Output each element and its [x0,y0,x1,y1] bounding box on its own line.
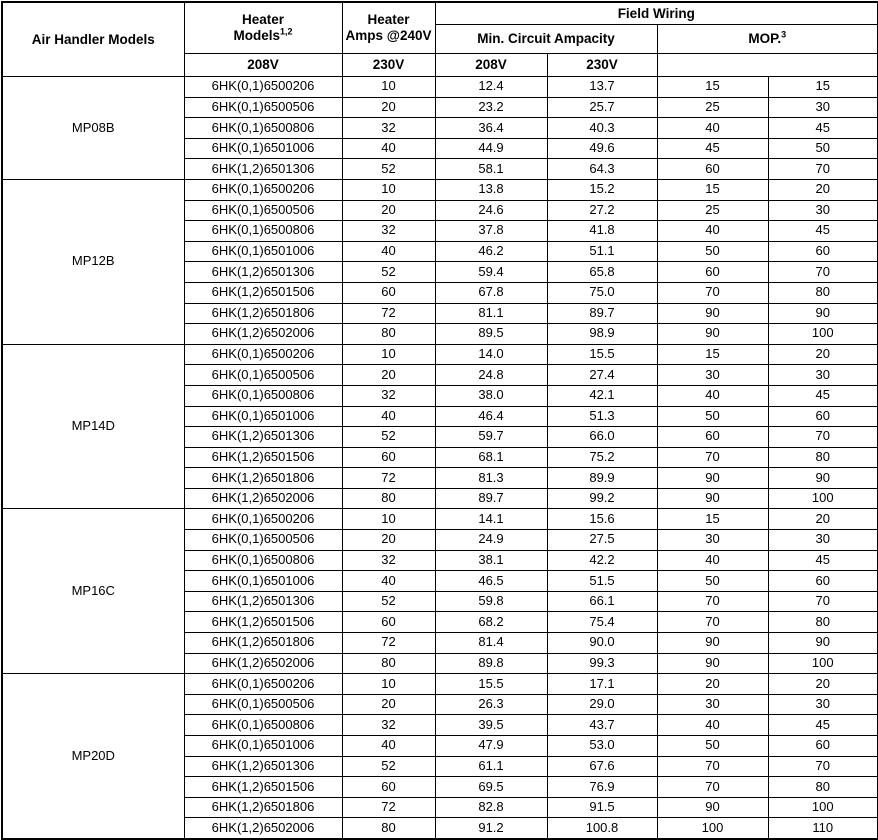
mca-230v-cell: 15.5 [547,344,657,365]
mca-208v-cell: 38.1 [435,550,547,571]
column-header-mca-230v: 230V [342,54,435,77]
mop-230v-cell: 20 [768,674,878,695]
mop-230v-cell: 100 [768,653,878,674]
mop-208v-cell: 45 [657,138,768,159]
mca-208v-cell: 24.8 [435,365,547,386]
mca-230v-cell: 15.2 [547,179,657,200]
mca-230v-cell: 27.5 [547,530,657,551]
mop-208v-cell: 25 [657,97,768,118]
heater-model-cell: 6HK(0,1)6500806 [184,715,342,736]
mop-208v-cell: 50 [657,571,768,592]
mca-230v-cell: 51.5 [547,571,657,592]
mca-230v-cell: 27.2 [547,200,657,221]
mop-230v-cell: 45 [768,118,878,139]
heater-model-cell: 6HK(0,1)6500806 [184,385,342,406]
mca-208v-cell: 82.8 [435,797,547,818]
heater-amps-cell: 32 [342,550,435,571]
mca-230v-cell: 27.4 [547,365,657,386]
mop-230v-cell: 20 [768,179,878,200]
mca-230v-cell: 99.3 [547,653,657,674]
mop-208v-cell: 40 [657,550,768,571]
column-header-mca-208v: 208V [184,54,342,77]
mca-208v-cell: 67.8 [435,282,547,303]
mop-208v-cell: 15 [657,509,768,530]
heater-model-cell: 6HK(0,1)6500206 [184,344,342,365]
heater-model-cell: 6HK(1,2)6501806 [184,797,342,818]
mop-230v-cell: 30 [768,200,878,221]
heater-amps-cell: 10 [342,509,435,530]
heater-model-cell: 6HK(0,1)6500806 [184,118,342,139]
mop-208v-cell: 15 [657,344,768,365]
heater-model-cell: 6HK(0,1)6501006 [184,406,342,427]
heater-model-cell: 6HK(0,1)6501006 [184,571,342,592]
air-handler-model-cell: MP12B [2,179,184,344]
heater-model-cell: 6HK(0,1)6500506 [184,530,342,551]
mca-230v-cell: 75.0 [547,282,657,303]
heater-amps-line1: Heater [367,12,410,28]
mop-208v-cell: 90 [657,653,768,674]
mca-230v-cell: 75.2 [547,447,657,468]
heater-amps-cell: 52 [342,427,435,448]
heater-amps-line2: Amps @240V [345,28,432,43]
mca-230v-cell: 99.2 [547,488,657,509]
heater-amps-cell: 40 [342,406,435,427]
heater-amps-cell: 72 [342,303,435,324]
heater-model-cell: 6HK(1,2)6501806 [184,633,342,654]
mca-230v-cell: 42.2 [547,550,657,571]
mop-208v-cell: 40 [657,385,768,406]
heater-model-cell: 6HK(0,1)6500206 [184,179,342,200]
heater-amps-cell: 40 [342,138,435,159]
mop-230v-cell: 20 [768,344,878,365]
mca-208v-cell: 38.0 [435,385,547,406]
mca-230v-cell: 13.7 [547,77,657,98]
mop-208v-cell: 70 [657,591,768,612]
mop-208v-cell: 15 [657,179,768,200]
mop-208v-cell: 90 [657,797,768,818]
mca-208v-cell: 68.1 [435,447,547,468]
heater-model-cell: 6HK(0,1)6501006 [184,736,342,757]
mop-208v-cell: 100 [657,818,768,839]
heater-model-cell: 6HK(0,1)6501006 [184,138,342,159]
mop-208v-cell: 60 [657,159,768,180]
heater-amps-cell: 40 [342,736,435,757]
mca-230v-cell: 49.6 [547,138,657,159]
heater-models-footnote-ref: 1,2 [280,26,293,37]
mop-230v-cell: 80 [768,282,878,303]
heater-amps-cell: 32 [342,715,435,736]
mop-208v-cell: 70 [657,756,768,777]
heater-amps-cell: 20 [342,530,435,551]
mca-208v-cell: 91.2 [435,818,547,839]
mop-208v-cell: 15 [657,77,768,98]
mop-208v-cell: 30 [657,530,768,551]
mca-230v-cell: 90.0 [547,633,657,654]
air-handler-model-cell: MP16C [2,509,184,674]
header-row-1 [2,2,878,25]
heater-amps-cell: 10 [342,344,435,365]
mop-230v-cell: 90 [768,468,878,489]
mop-208v-cell: 40 [657,715,768,736]
heater-amps-cell: 40 [342,241,435,262]
table-row [2,77,878,98]
column-header-mop-230v: 230V [547,54,657,77]
mca-230v-cell: 64.3 [547,159,657,180]
mca-208v-cell: 12.4 [435,77,547,98]
heater-amps-cell: 20 [342,200,435,221]
heater-model-cell: 6HK(0,1)6501006 [184,241,342,262]
column-header-heater-models [184,2,342,54]
heater-model-cell: 6HK(1,2)6501506 [184,447,342,468]
air-handler-model-cell: MP14D [2,344,184,509]
mca-208v-cell: 46.2 [435,241,547,262]
heater-model-cell: 6HK(0,1)6500206 [184,77,342,98]
column-header-min-circuit-ampacity: Min. Circuit Ampacity [435,25,657,54]
table-row [2,179,878,200]
mca-230v-cell: 89.7 [547,303,657,324]
mop-230v-cell: 70 [768,756,878,777]
mca-230v-cell: 40.3 [547,118,657,139]
column-header-mop-208v: 208V [435,54,547,77]
heater-model-cell: 6HK(1,2)6501306 [184,159,342,180]
mop-230v-cell: 90 [768,633,878,654]
mop-230v-cell: 45 [768,385,878,406]
mop-230v-cell: 30 [768,365,878,386]
heater-model-cell: 6HK(0,1)6500206 [184,509,342,530]
heater-model-cell: 6HK(1,2)6502006 [184,653,342,674]
column-header-heater-amps [342,2,435,54]
heater-specification-table [1,1,878,840]
mop-230v-cell: 15 [768,77,878,98]
column-header-mop [657,25,878,54]
heater-models-line1: Heater [241,12,285,28]
mop-230v-cell: 70 [768,427,878,448]
mca-208v-cell: 23.2 [435,97,547,118]
mca-230v-cell: 75.4 [547,612,657,633]
mop-208v-cell: 25 [657,200,768,221]
heater-model-cell: 6HK(0,1)6500206 [184,674,342,695]
heater-model-cell: 6HK(1,2)6502006 [184,818,342,839]
heater-amps-cell: 80 [342,653,435,674]
mca-230v-cell: 66.1 [547,591,657,612]
mca-208v-cell: 89.7 [435,488,547,509]
mop-230v-cell: 50 [768,138,878,159]
mop-208v-cell: 20 [657,674,768,695]
heater-model-cell: 6HK(1,2)6502006 [184,488,342,509]
mca-208v-cell: 46.4 [435,406,547,427]
air-handler-model-cell: MP08B [2,77,184,180]
mop-label: MOP. [748,31,782,47]
heater-model-cell: 6HK(0,1)6500506 [184,694,342,715]
mop-230v-cell: 100 [768,488,878,509]
mca-208v-cell: 36.4 [435,118,547,139]
heater-amps-cell: 80 [342,818,435,839]
mop-230v-cell: 45 [768,715,878,736]
heater-model-cell: 6HK(1,2)6501806 [184,303,342,324]
mca-208v-cell: 89.5 [435,324,547,345]
mop-230v-cell: 80 [768,447,878,468]
mca-230v-cell: 25.7 [547,97,657,118]
heater-amps-cell: 20 [342,365,435,386]
mca-208v-cell: 44.9 [435,138,547,159]
mop-230v-cell: 30 [768,694,878,715]
mca-208v-cell: 59.8 [435,591,547,612]
heater-model-cell: 6HK(0,1)6500806 [184,221,342,242]
heater-amps-cell: 72 [342,797,435,818]
mca-208v-cell: 81.3 [435,468,547,489]
heater-amps-cell: 10 [342,179,435,200]
heater-model-cell: 6HK(0,1)6500506 [184,200,342,221]
mca-230v-cell: 41.8 [547,221,657,242]
mca-208v-cell: 58.1 [435,159,547,180]
mca-230v-cell: 76.9 [547,777,657,798]
mop-208v-cell: 70 [657,447,768,468]
mca-208v-cell: 89.8 [435,653,547,674]
air-handler-model-cell: MP20D [2,674,184,839]
mop-208v-cell: 30 [657,365,768,386]
mop-208v-cell: 90 [657,488,768,509]
heater-amps-cell: 20 [342,97,435,118]
mop-footnote-ref: 3 [781,29,787,40]
heater-model-cell: 6HK(0,1)6500506 [184,365,342,386]
mca-208v-cell: 46.5 [435,571,547,592]
mop-230v-cell: 70 [768,262,878,283]
mca-230v-cell: 67.6 [547,756,657,777]
heater-amps-cell: 10 [342,77,435,98]
heater-model-cell: 6HK(0,1)6500806 [184,550,342,571]
heater-model-cell: 6HK(1,2)6501306 [184,756,342,777]
heater-amps-cell: 60 [342,777,435,798]
heater-amps-cell: 20 [342,694,435,715]
table-row [2,674,878,695]
mop-208v-cell: 90 [657,324,768,345]
mca-208v-cell: 14.0 [435,344,547,365]
mop-208v-cell: 50 [657,736,768,757]
table-body [2,77,878,839]
heater-model-cell: 6HK(1,2)6501506 [184,282,342,303]
mca-208v-cell: 69.5 [435,777,547,798]
heater-amps-cell: 10 [342,674,435,695]
mop-230v-cell: 60 [768,241,878,262]
heater-model-cell: 6HK(1,2)6501306 [184,427,342,448]
mop-230v-cell: 45 [768,221,878,242]
mop-208v-cell: 30 [657,694,768,715]
mop-230v-cell: 60 [768,736,878,757]
mca-230v-cell: 89.9 [547,468,657,489]
heater-amps-cell: 52 [342,262,435,283]
mop-230v-cell: 110 [768,818,878,839]
mop-208v-cell: 60 [657,262,768,283]
mop-230v-cell: 20 [768,509,878,530]
heater-amps-cell: 80 [342,488,435,509]
heater-model-cell: 6HK(1,2)6501306 [184,591,342,612]
heater-amps-cell: 72 [342,468,435,489]
mca-208v-cell: 15.5 [435,674,547,695]
heater-amps-cell: 60 [342,612,435,633]
mop-208v-cell: 40 [657,221,768,242]
mop-230v-cell: 30 [768,97,878,118]
mop-230v-cell: 90 [768,303,878,324]
heater-model-cell: 6HK(1,2)6501506 [184,612,342,633]
mop-230v-cell: 45 [768,550,878,571]
mop-208v-cell: 90 [657,303,768,324]
mca-230v-cell: 42.1 [547,385,657,406]
mca-208v-cell: 61.1 [435,756,547,777]
mca-230v-cell: 17.1 [547,674,657,695]
heater-amps-cell: 52 [342,756,435,777]
table-row [2,509,878,530]
table-header [2,2,878,77]
mca-208v-cell: 59.4 [435,262,547,283]
mca-230v-cell: 29.0 [547,694,657,715]
heater-model-cell: 6HK(1,2)6501306 [184,262,342,283]
mca-230v-cell: 98.9 [547,324,657,345]
mca-230v-cell: 15.6 [547,509,657,530]
heater-amps-cell: 80 [342,324,435,345]
mca-208v-cell: 13.8 [435,179,547,200]
mop-208v-cell: 90 [657,633,768,654]
heater-amps-cell: 60 [342,447,435,468]
mca-208v-cell: 37.8 [435,221,547,242]
mca-230v-cell: 66.0 [547,427,657,448]
mop-230v-cell: 70 [768,591,878,612]
mca-230v-cell: 51.1 [547,241,657,262]
mca-208v-cell: 68.2 [435,612,547,633]
heater-models-line2: Models [233,28,280,43]
mop-208v-cell: 90 [657,468,768,489]
mop-208v-cell: 40 [657,118,768,139]
mop-230v-cell: 100 [768,797,878,818]
table-row [2,344,878,365]
mca-208v-cell: 24.6 [435,200,547,221]
mop-208v-cell: 50 [657,406,768,427]
mop-208v-cell: 60 [657,427,768,448]
mca-208v-cell: 14.1 [435,509,547,530]
heater-amps-cell: 40 [342,571,435,592]
heater-amps-cell: 72 [342,633,435,654]
mca-208v-cell: 24.9 [435,530,547,551]
heater-amps-cell: 32 [342,385,435,406]
mop-230v-cell: 100 [768,324,878,345]
mop-208v-cell: 70 [657,612,768,633]
mca-208v-cell: 81.1 [435,303,547,324]
column-header-field-wiring: Field Wiring [435,2,878,25]
mca-208v-cell: 59.7 [435,427,547,448]
mca-208v-cell: 81.4 [435,633,547,654]
mca-230v-cell: 43.7 [547,715,657,736]
heater-model-cell: 6HK(1,2)6501506 [184,777,342,798]
mca-208v-cell: 47.9 [435,736,547,757]
heater-model-cell: 6HK(1,2)6501806 [184,468,342,489]
mop-230v-cell: 60 [768,406,878,427]
heater-model-cell: 6HK(0,1)6500506 [184,97,342,118]
mop-230v-cell: 70 [768,159,878,180]
mop-230v-cell: 80 [768,777,878,798]
mop-230v-cell: 30 [768,530,878,551]
mca-230v-cell: 100.8 [547,818,657,839]
column-header-air-handler-models: Air Handler Models [2,2,184,77]
heater-amps-cell: 52 [342,591,435,612]
mop-208v-cell: 70 [657,777,768,798]
mca-230v-cell: 51.3 [547,406,657,427]
mop-230v-cell: 60 [768,571,878,592]
mca-230v-cell: 91.5 [547,797,657,818]
mop-208v-cell: 50 [657,241,768,262]
mop-208v-cell: 70 [657,282,768,303]
mca-208v-cell: 26.3 [435,694,547,715]
heater-amps-cell: 32 [342,118,435,139]
mca-208v-cell: 39.5 [435,715,547,736]
heater-amps-cell: 32 [342,221,435,242]
mop-230v-cell: 80 [768,612,878,633]
heater-amps-cell: 52 [342,159,435,180]
mca-230v-cell: 53.0 [547,736,657,757]
mca-230v-cell: 65.8 [547,262,657,283]
heater-amps-cell: 60 [342,282,435,303]
heater-model-cell: 6HK(1,2)6502006 [184,324,342,345]
